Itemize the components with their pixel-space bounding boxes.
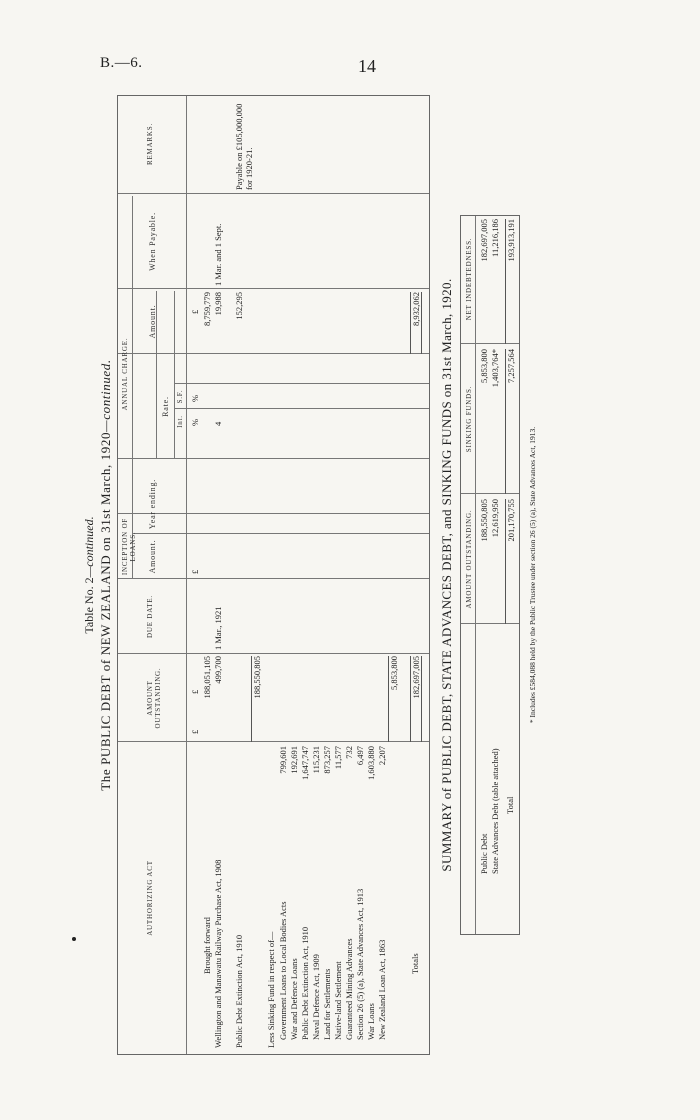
summary-title: SUMMARY of PUBLIC DEBT, STATE ADVANCES DEBT, and SINKING FUNDS on 31st March, 1920. (439, 278, 454, 872)
sinking-fund-row: War and Defence Loans (289, 958, 299, 1040)
subtotal-amount: 188,550,805 (251, 656, 262, 742)
sinking-fund-row: Guaranteed Mining Advances (344, 938, 354, 1040)
header-rate: Rate. (161, 396, 170, 417)
sinking-fund-intro: Less Sinking Fund in respect of— (266, 931, 276, 1048)
header-when-payable: When Payable. (148, 212, 157, 271)
sinking-fund-amount: 192,691 (289, 746, 299, 774)
summary-total-label: Total (505, 796, 515, 814)
header-inception: INCEPTION OF LOANS. (121, 517, 137, 576)
totals-amount: 182,697,005 (410, 656, 422, 742)
sinking-fund-row: War Loans (366, 1003, 376, 1040)
header-inception-amount: Amount. (148, 539, 157, 574)
sinking-fund-row: New Zealand Loan Act, 1863 (377, 939, 387, 1040)
row-public-debt-extinction: Public Debt Extinction Act, 1910 (234, 934, 244, 1048)
sinking-fund-row: Naval Defence Act, 1909 (311, 954, 321, 1040)
summary-row-net: 182,697,005 (479, 219, 489, 262)
sinking-fund-amount: 2,207 (377, 746, 387, 766)
document-code: B.—6. (100, 55, 143, 71)
page-number: 14 (358, 56, 376, 76)
totals-charge: 8,932,062 (410, 292, 422, 354)
header-inception-year: Year ending. (148, 478, 157, 530)
sinking-fund-row: Government Loans to Local Bodies Acts (278, 901, 288, 1040)
rotated-page-content (82, 75, 537, 1075)
summary-row-sinking: 5,853,800 (479, 349, 489, 383)
sinking-fund-amount: 873,257 (322, 746, 332, 774)
row-wellington-manawatu: Wellington and Manawatu Railway Purchase Act, 1908 (213, 859, 223, 1048)
summary-header-amount: AMOUNT OUTSTANDING. (465, 509, 473, 609)
header-charge-amount: Amount. (148, 304, 157, 339)
summary-header-net: NET INDEBTEDNESS. (465, 237, 473, 321)
summary-row-amount: 12,619,950 (490, 499, 500, 538)
header-rate-sf: S.F. (176, 389, 184, 404)
sinking-fund-row: Land for Settlements (322, 968, 332, 1040)
row-totals: Totals (410, 953, 420, 974)
public-debt-table: AUTHORIZING ACT AMOUNT OUTSTANDING. DUE DATE. INCEPTION OF LOANS. Amount. Year ending. ANNUAL CHARGE. Rate. Int. S.F. Amount. When Payable. REMARKS. £ £ £ % % £ Brought forward 188,051,105 8,759,779 Wellington and Manawatu Railway Purchase Act, 1908 499,700 1 Mar., 1921 4 19,988 1 Mar. and 1 Sept. Public Debt Extinction Act, 1910 152,295 Payable on £105,000,000 for 1920-21. 188,550,805 Less Sinking Fund in respect of— Government Loans to Local Bodies Acts 799,601 War and Defence Loans 192,691 Public Debt Extinction Act, 1910 1,647,747 Naval Defence Act, 1909 115,231 Land for Settlements 873,257 Native-land Settlement 11,577 Guaranteed Mining Advances 732 Section 26 (5) (a), State Advances Act, 1913 6,497 War Loans 1,603,880 New Zealand Loan Act, 1863 2,207 5,853,800 Totals 182,697,005 8,932,062 (117, 95, 430, 1055)
sinking-fund-amount: 11,577 (333, 746, 343, 770)
summary-row-label: State Advances Debt (table attached) (490, 748, 500, 874)
remarks-note: Payable on £105,000,000 for 1920-21. (234, 103, 254, 190)
summary-row-amount: 188,550,805 (479, 499, 489, 542)
summary-table: AMOUNT OUTSTANDING. SINKING FUNDS. NET INDEBTEDNESS. Public Debt 188,550,805 5,853,800 182,697,005 State Advances Debt (table attached) 12,619,950 1,403,764* 11,216,186 Total 201,170,755 7,257,564 193,913,191 (460, 215, 520, 935)
header-remarks: REMARKS. (146, 123, 154, 165)
table-title: Table No. 2—continued. (82, 516, 96, 634)
sinking-fund-amount: 1,647,747 (300, 746, 310, 780)
sinking-fund-row: Public Debt Extinction Act, 1910 (300, 926, 310, 1040)
header-authorizing-act: AUTHORIZING ACT (146, 860, 154, 936)
summary-header-sinking: SINKING FUNDS. (465, 385, 473, 453)
sinking-fund-amount: 732 (344, 746, 354, 759)
summary-row-net: 11,216,186 (490, 219, 500, 257)
sinking-fund-amount: 115,231 (311, 746, 321, 774)
margin-dot (72, 937, 76, 941)
sinking-fund-amount: 1,603,880 (366, 746, 376, 780)
row-brought-forward: Brought forward (202, 917, 212, 974)
header-due-date: DUE DATE. (146, 595, 154, 638)
sinking-fund-row: Section 26 (5) (a), State Advances Act, 1913 (355, 888, 365, 1040)
header-amount-outstanding: AMOUNT OUTSTANDING. (146, 667, 162, 729)
table-subtitle: The PUBLIC DEBT of NEW ZEALAND on 31st March, 1920—continued. (98, 359, 113, 791)
header-rate-int: Int. (176, 415, 184, 428)
summary-row-label: Public Debt (479, 833, 489, 874)
sinking-fund-amount: 799,601 (278, 746, 288, 774)
summary-row-sinking: 1,403,764* (490, 349, 500, 388)
sinking-fund-amount: 6,497 (355, 746, 365, 766)
footnote: * Includes £584,088 held by the Public Trustee under section 26 (5) (a), State Advances Act, 1913. (528, 426, 537, 724)
header-annual-charge: ANNUAL CHARGE. (121, 337, 129, 411)
sinking-total: 5,853,800 (388, 656, 399, 742)
sinking-fund-row: Native-land Settlement (333, 961, 343, 1040)
